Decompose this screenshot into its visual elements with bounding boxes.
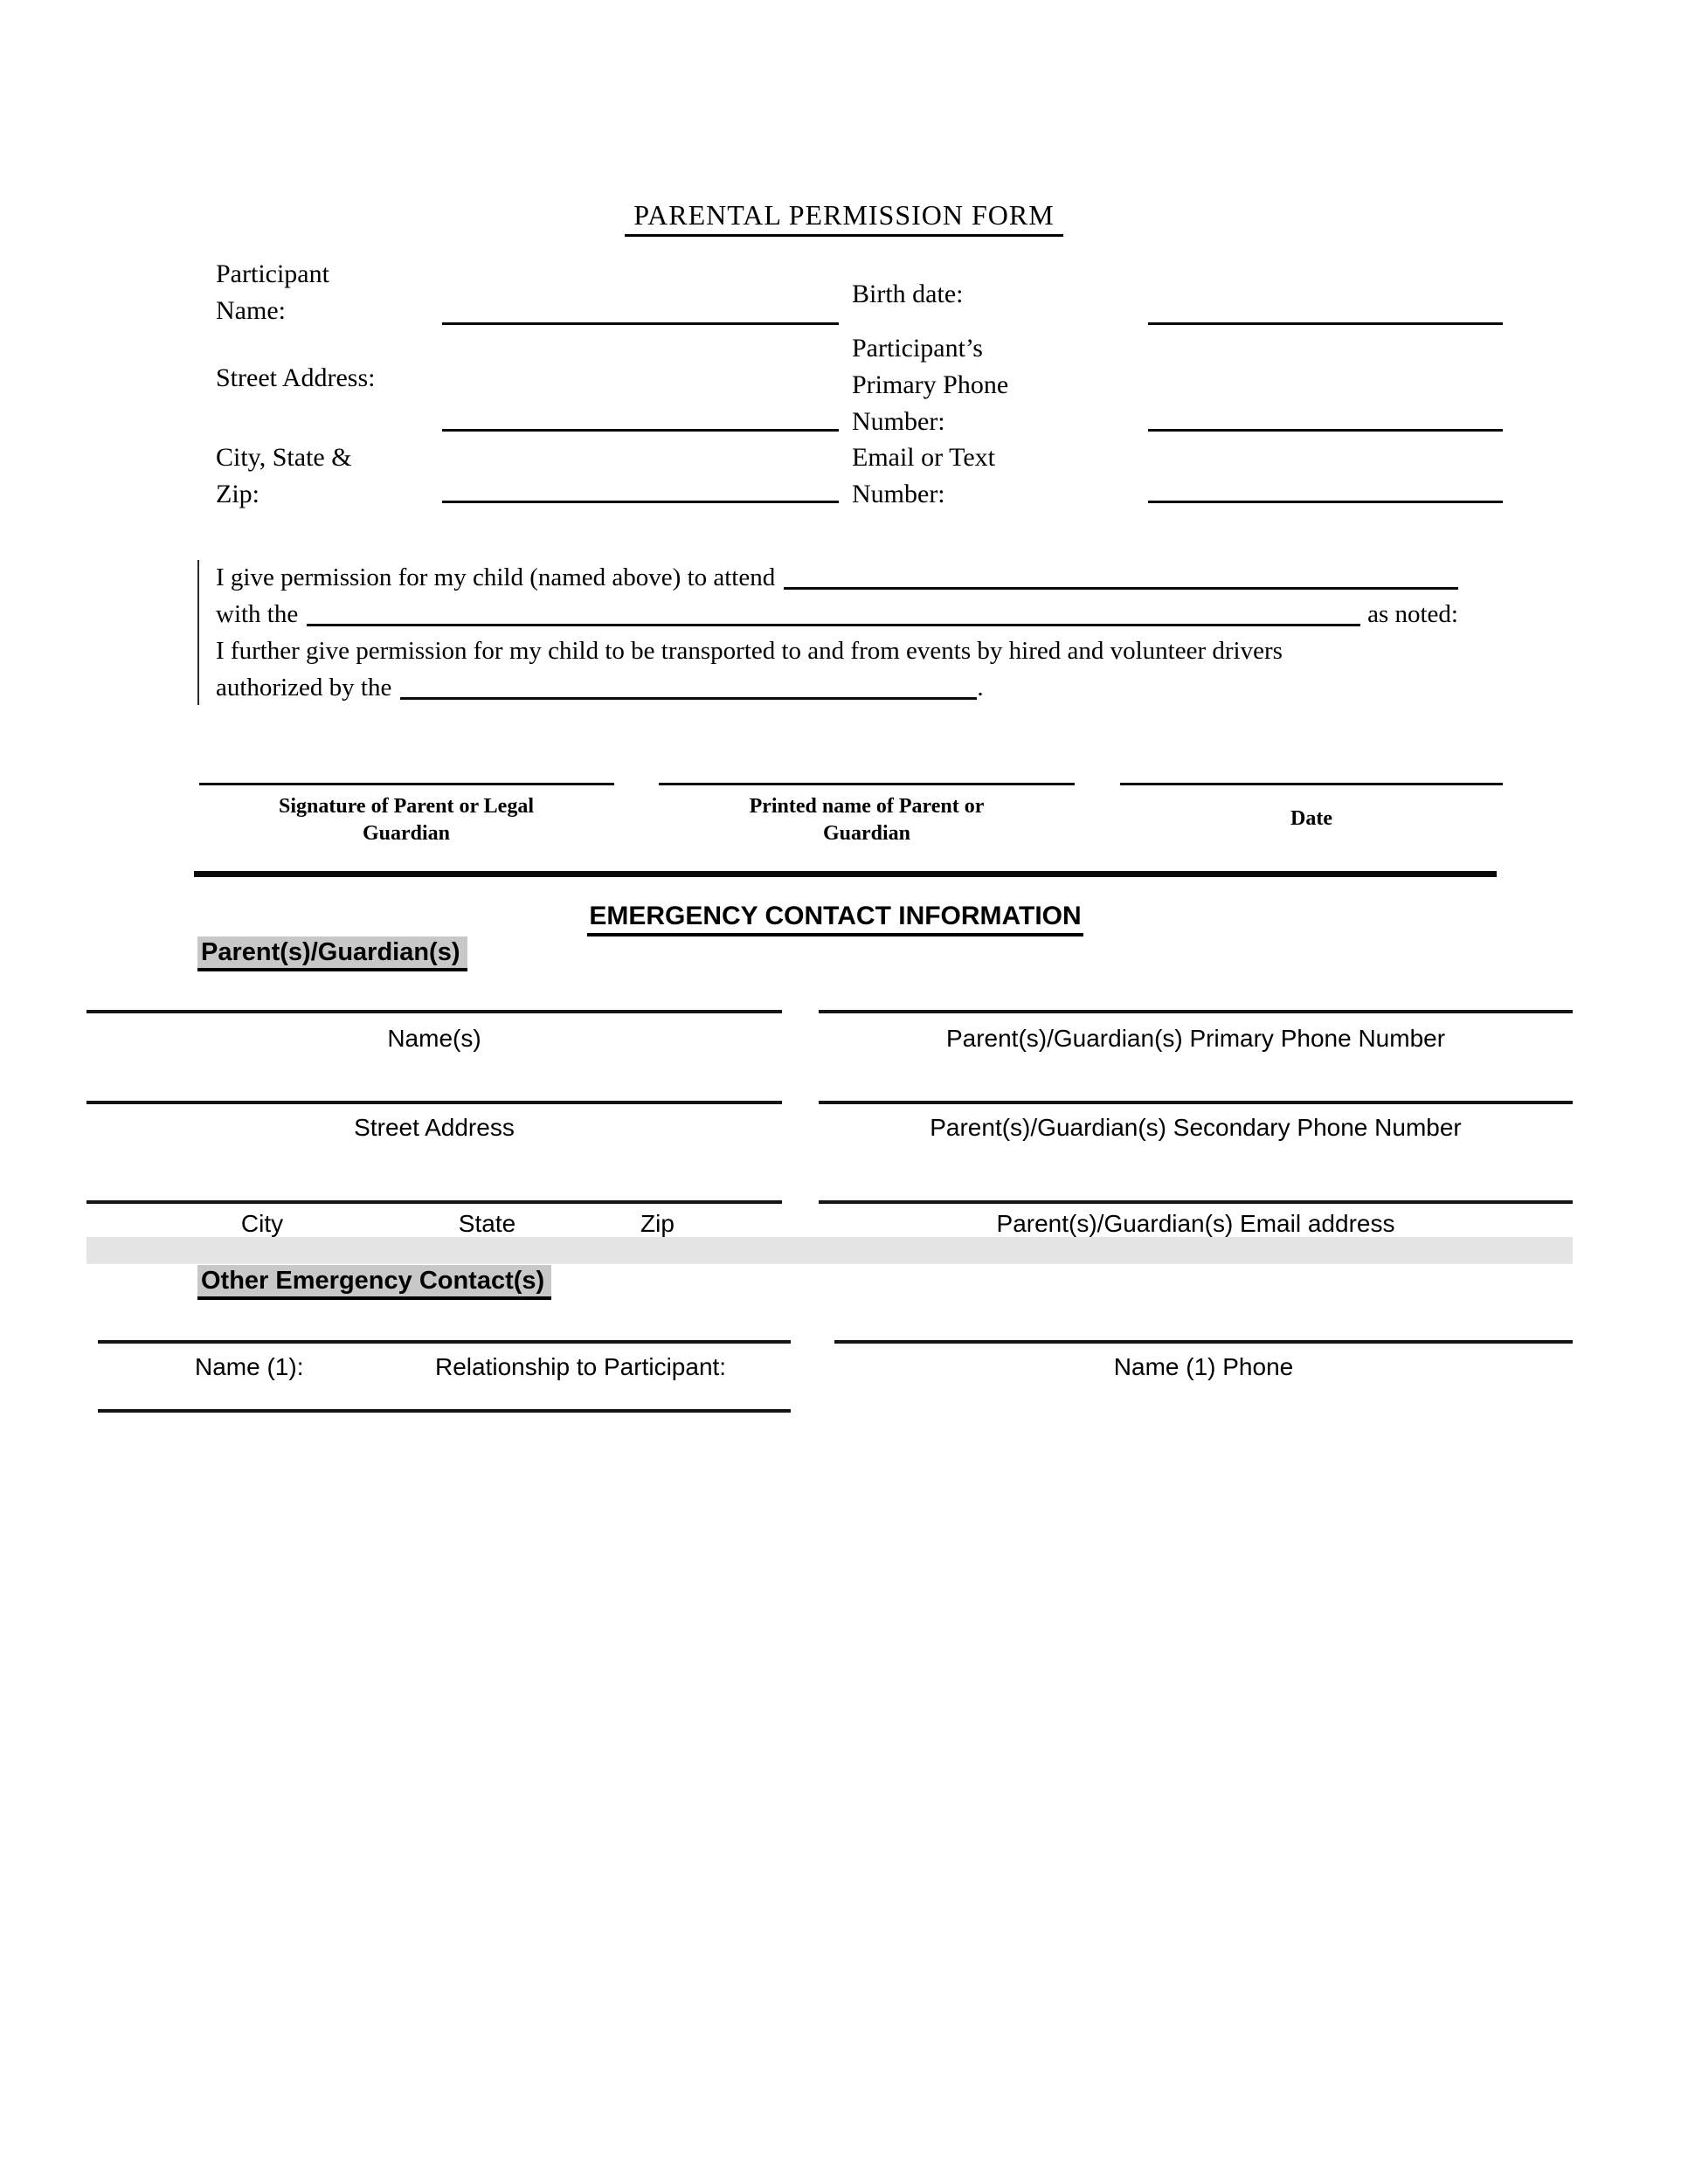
contact1-phone-label: Name (1) Phone (1113, 1353, 1294, 1380)
attend-event-blank[interactable] (784, 561, 1458, 590)
contact1-relationship-label: Relationship to Participant: (435, 1353, 727, 1380)
form-title-row (0, 199, 1688, 237)
parents-names-label: Name(s) (387, 1025, 481, 1052)
date-blank[interactable] (1120, 748, 1503, 785)
birth-date-label: Birth date: (852, 280, 964, 308)
section-separator-bar (86, 1237, 1573, 1264)
organization-blank[interactable] (307, 598, 1360, 626)
parents-email-field[interactable] (819, 1164, 1573, 1204)
permission-line-2-suffix: as noted: (1367, 600, 1458, 628)
date-label: Date (1290, 807, 1332, 830)
parents-street-address-label: Street Address (354, 1114, 515, 1141)
other-contacts-subheading: Other Emergency Contact(s) (197, 1265, 551, 1300)
permission-line-4-period: . (977, 674, 984, 702)
contact1-name-label: Name (1): (195, 1353, 304, 1380)
parents-email-label: Parent(s)/Guardian(s) Email address (996, 1210, 1395, 1237)
signature-blank[interactable] (199, 748, 614, 785)
primary-phone-blank[interactable] (1148, 394, 1503, 432)
zip-label: Zip (640, 1210, 675, 1237)
permission-line-3 (216, 629, 1458, 666)
permission-line-3-text: I further give permission for my child to be transported to and from events by hired and volunteer drivers (216, 637, 1283, 665)
email-or-text-blank[interactable] (1148, 466, 1503, 503)
permission-line-1-text: I give permission for my child (named above) to attend (216, 563, 776, 591)
printed-name-blank[interactable] (659, 748, 1075, 785)
primary-phone-label: Participant’s Primary Phone Number: (852, 334, 1009, 436)
parents-primary-phone-label: Parent(s)/Guardian(s) Primary Phone Number (945, 1025, 1446, 1052)
parents-city-state-zip-field[interactable] (86, 1164, 782, 1204)
parents-street-address-field[interactable] (86, 1064, 782, 1104)
city-state-zip-label: City, State & Zip: (216, 443, 352, 508)
form-title: PARENTAL PERMISSION FORM (625, 199, 1062, 237)
parents-names-field[interactable] (86, 973, 782, 1013)
permission-line-1 (216, 556, 1458, 592)
street-address-blank[interactable] (442, 394, 839, 432)
contact1-phone-field[interactable] (834, 1303, 1573, 1344)
permission-line-4 (216, 666, 1458, 702)
email-or-text-label: Email or Text Number: (852, 443, 995, 508)
section-divider-rule (194, 871, 1497, 877)
authorizer-blank[interactable] (400, 671, 977, 700)
permission-line-2 (216, 592, 1458, 629)
permission-line-2-prefix: with the (216, 600, 299, 628)
permission-line-4-prefix: authorized by the (216, 674, 392, 702)
parents-secondary-phone-label: Parent(s)/Guardian(s) Secondary Phone Number (930, 1114, 1462, 1141)
paragraph-left-bar (197, 560, 199, 705)
parents-subheading: Parent(s)/Guardian(s) (197, 936, 467, 971)
parents-secondary-phone-field[interactable] (819, 1064, 1573, 1104)
state-label: State (458, 1210, 516, 1237)
participant-name-blank[interactable] (442, 287, 839, 325)
street-address-label: Street Address: (216, 363, 376, 392)
printed-name-label: Printed name of Parent or Guardian (749, 795, 985, 845)
parents-subheading-row (197, 936, 467, 971)
city-state-zip-blank[interactable] (442, 466, 839, 503)
emergency-heading: EMERGENCY CONTACT INFORMATION (587, 902, 1083, 936)
participant-name-label: Participant Name: (216, 259, 329, 325)
emergency-heading-row (0, 902, 1671, 936)
city-label: City (240, 1210, 284, 1237)
contact1-extra-field[interactable] (98, 1372, 791, 1413)
contact1-name-relationship-field[interactable] (98, 1303, 791, 1344)
parents-primary-phone-field[interactable] (819, 973, 1573, 1013)
signature-label: Signature of Parent or Legal Guardian (279, 795, 534, 845)
other-contacts-subheading-row (197, 1265, 551, 1300)
birth-date-blank[interactable] (1148, 287, 1503, 325)
permission-paragraph (216, 556, 1458, 702)
